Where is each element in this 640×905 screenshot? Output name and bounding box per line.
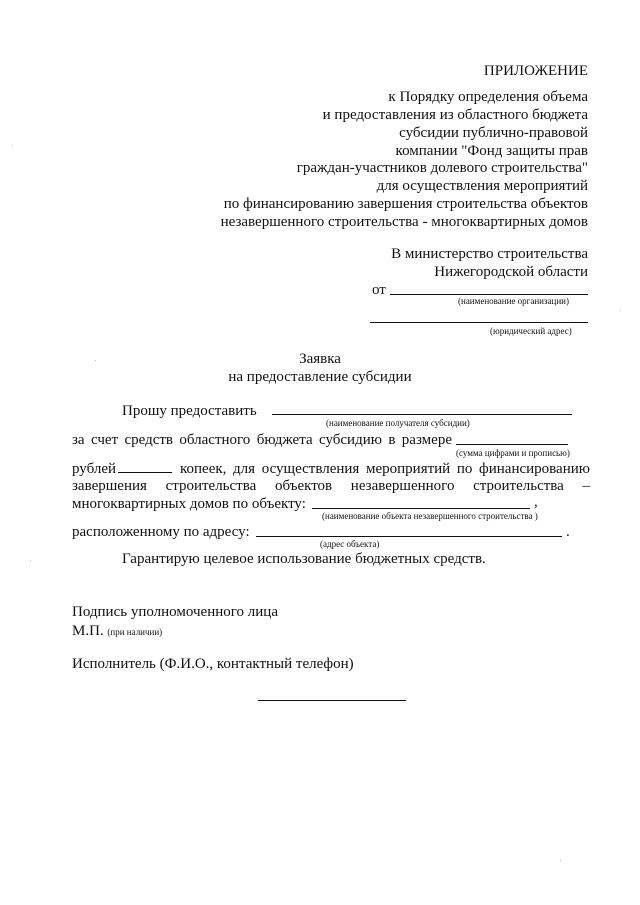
signatory-label: Подпись уполномоченного лица [72,604,278,620]
appendix-line: субсидии публично-правовой [399,125,588,141]
legal-address-hint: (юридический адрес) [490,326,572,336]
organization-hint: (наименование организации) [458,296,569,306]
address-label: расположенному по адресу: [72,524,250,540]
request-label: Прошу предоставить [122,403,257,419]
object-label: многоквартирных домов по объекту: [72,496,306,512]
appendix-line: и предоставления из областного бюджета [322,107,588,123]
scan-speck [620,310,621,311]
rubles-label: рублей [72,461,117,477]
rubles-blank[interactable] [118,472,172,473]
appendix-line: незавершенного строительства - многоквартирных домов [220,214,588,230]
period-mark: . [566,524,570,540]
executor-label: Исполнитель (Ф.И.О., контактный телефон) [72,656,354,672]
seal-label: М.П. (при наличии) [72,623,163,639]
recipient-blank[interactable] [272,414,572,415]
recipient-hint: (наименование получателя субсидии) [326,418,470,428]
application-title: Заявка [299,351,341,367]
appendix-line: компании "Фонд защиты прав [395,143,588,159]
scan-speck [12,145,13,146]
amount-hint: (сумма цифрами и прописью) [456,448,570,458]
organization-blank[interactable] [390,294,588,295]
appendix-line: для осуществления мероприятий [376,178,588,194]
purpose-line: копеек, для осуществления мероприятий по финансированию [180,461,590,477]
legal-address-blank[interactable] [370,322,588,323]
address-hint: (адрес объекта) [320,539,380,549]
appendix-line: по финансированию завершения строительства объектов [223,196,588,212]
appendix-line: граждан-участников долевого строительства" [296,160,588,176]
comma-mark: , [534,494,538,510]
amount-blank[interactable] [456,444,568,445]
appendix-title: ПРИЛОЖЕНИЕ [483,63,588,79]
addressee-line2: Нижегородской области [434,264,588,280]
scan-speck [95,360,96,361]
from-label: от [372,282,386,298]
scan-speck [560,860,561,861]
object-hint: (наименование объекта незавершенного строительства ) [322,511,538,521]
application-subtitle: на предоставление субсидии [228,369,412,385]
appendix-line: к Порядку определения объема [388,89,588,105]
object-blank[interactable] [312,508,530,509]
subsidy-amount-line: за счет средств областного бюджета субсидию в размере [72,432,452,448]
construction-line: завершения строительства объектов незавершенного строительства – [72,478,590,494]
address-blank[interactable] [256,536,562,537]
addressee-line1: В министерство строительства [391,246,588,262]
guarantee-text: Гарантирую целевое использование бюджетных средств. [122,551,486,567]
scan-speck [30,560,31,561]
signature-blank[interactable] [258,700,406,701]
